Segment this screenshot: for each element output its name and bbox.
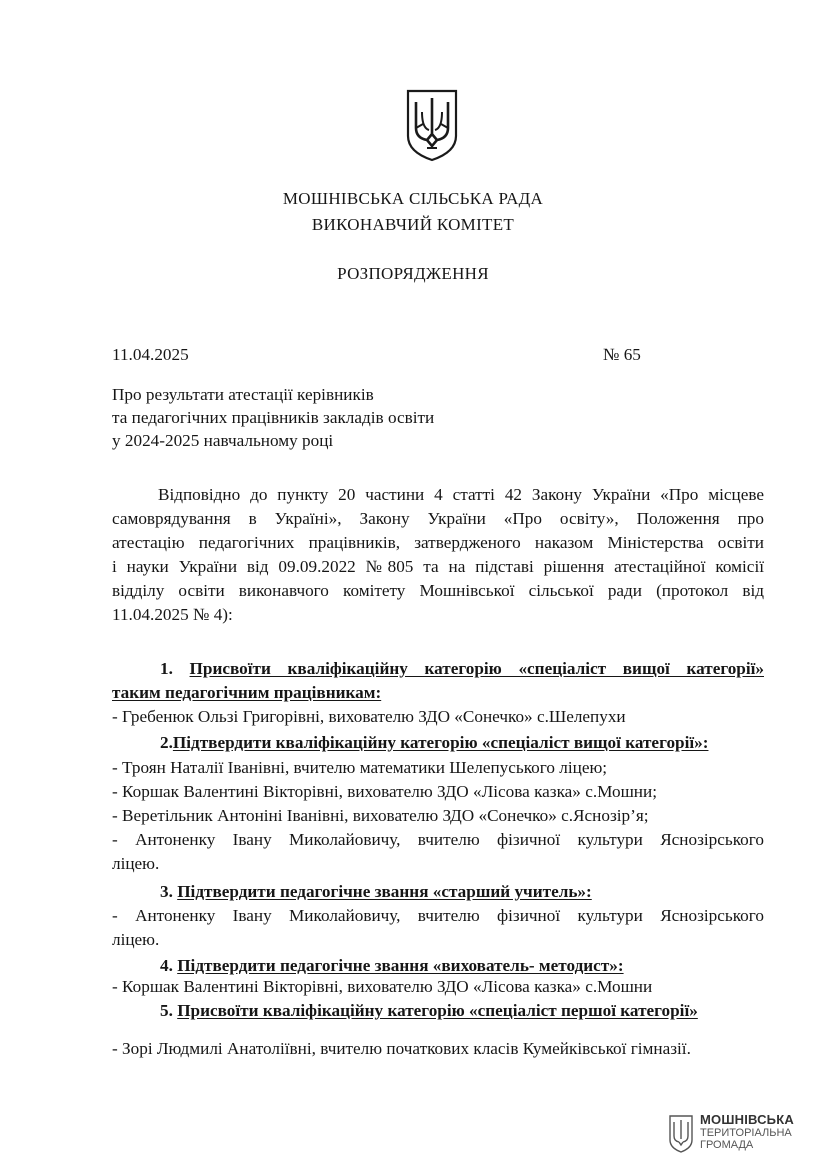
section-1-heading-cont: таким педагогічним працівникам: (112, 683, 382, 702)
list-item: - Антоненку Івану Миколайовичу, вчителю фізичної культури Яснозірського (112, 830, 764, 849)
subject-line: Про результати атестації керівників (112, 385, 374, 404)
preamble-line: відділу освіти виконавчого комітету Мошнівської сільської ради (протокол від (112, 581, 764, 600)
document-date: 11.04.2025 (112, 345, 189, 364)
section-number: 4. (160, 956, 173, 975)
section-5-heading (160, 999, 698, 1023)
preamble-line: атестацію педагогічних працівників, затвердженого наказом Міністерства освіти (112, 533, 764, 552)
trident-coat-of-arms-icon (405, 88, 459, 162)
list-item-cont: ліцею. (112, 930, 160, 949)
list-item: - Гребенюк Ользі Григорівні, вихователю ЗДО «Сонечко» с.Шелепухи (112, 707, 626, 726)
section-number: 1. (160, 659, 173, 678)
coat-of-arms-emblem (405, 88, 459, 162)
watermark-title: МОШНІВСЬКА (700, 1112, 794, 1127)
preamble-line: 11.04.2025 № 4): (112, 605, 233, 624)
list-item: - Веретільник Антоніні Іванівні, вихователю ЗДО «Сонечко» с.Яснозір’я; (112, 806, 649, 825)
list-item: - Коршак Валентині Вікторівні, вихователю ЗДО «Лісова казка» с.Мошни (112, 977, 653, 996)
section-number: 5. (160, 1001, 173, 1020)
list-item-cont: ліцею. (112, 854, 160, 873)
document-number: № 65 (603, 345, 641, 364)
preamble-line: самоврядування в Україні», Закону України «Про освіту», Положення про (112, 509, 764, 528)
section-2-heading (160, 731, 708, 755)
section-1-heading (160, 657, 764, 681)
trident-coat-of-arms-icon (668, 1114, 694, 1154)
watermark-text (700, 1112, 794, 1151)
section-number: 2. (160, 733, 173, 752)
watermark-line: ТЕРИТОРІАЛЬНА (700, 1127, 792, 1139)
section-number: 3. (160, 882, 173, 901)
section-title: Підтвердити кваліфікаційну категорію «спеціаліст вищої категорії»: (172, 733, 709, 752)
subject-line: у 2024-2025 навчальному році (112, 431, 334, 450)
section-3-heading (160, 880, 592, 904)
section-title: Присвоїти кваліфікаційну категорію «спеціаліст вищої категорії» (189, 659, 764, 678)
council-name: МОШНІВСЬКА СІЛЬСЬКА РАДА (282, 189, 544, 208)
section-title: Підтвердити педагогічне звання «старший учитель»: (177, 882, 592, 901)
committee-name: ВИКОНАВЧИЙ КОМІТЕТ (311, 215, 515, 234)
subject-line: та педагогічних працівників закладів освіти (112, 408, 435, 427)
list-item: - Зорі Людмилі Анатоліївні, вчителю початкових класів Кумейківської гімназії. (112, 1039, 691, 1058)
section-title: Підтвердити педагогічне звання «вихователь- методист»: (177, 956, 624, 975)
list-item: - Троян Наталії Іванівні, вчителю математики Шелепуського ліцею; (112, 758, 608, 777)
list-item: - Антоненку Івану Миколайовичу, вчителю фізичної культури Яснозірського (112, 906, 764, 925)
section-title: Присвоїти кваліфікаційну категорію «спеціаліст першої категорії» (177, 1001, 698, 1020)
preamble-line: Відповідно до пункту 20 частини 4 статті 42 Закону України «Про місцеве (158, 485, 764, 504)
document-type: РОЗПОРЯДЖЕННЯ (337, 264, 489, 283)
watermark-emblem (668, 1114, 694, 1154)
preamble-line: і науки України від 09.09.2022 №805 та на підставі рішення атестаційної комісії (112, 557, 764, 576)
list-item: - Коршак Валентині Вікторівні, вихователю ЗДО «Лісова казка» с.Мошни; (112, 782, 657, 801)
watermark-line: ГРОМАДА (700, 1139, 754, 1151)
